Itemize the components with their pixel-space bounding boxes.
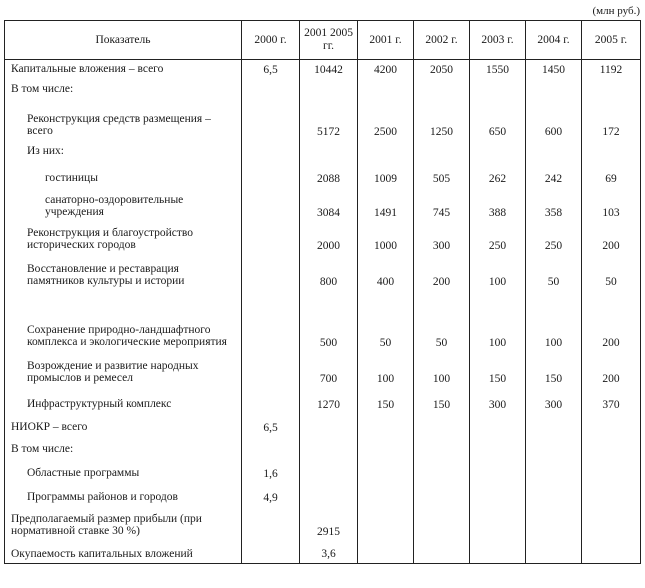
cell-value	[358, 141, 414, 161]
cell-value: 1250	[414, 99, 470, 141]
cell-value: 50	[414, 291, 470, 352]
row-label: Реконструкция и благоустройство исторических городов	[5, 222, 242, 255]
table-row	[5, 141, 641, 161]
cell-value	[582, 414, 641, 437]
cell-value	[414, 437, 470, 459]
col-header-2004: 2004 г.	[526, 21, 582, 60]
row-label: Капитальные вложения – всего	[5, 60, 242, 79]
cell-value	[526, 541, 582, 564]
cell-value: 50	[526, 255, 582, 291]
cell-value: 6,5	[242, 60, 300, 79]
cell-value: 800	[300, 255, 358, 291]
cell-value	[582, 79, 641, 99]
cell-value: 1000	[358, 222, 414, 255]
cell-value	[358, 437, 414, 459]
cell-value: 69	[582, 161, 641, 188]
row-label: Инфраструктурный комплекс	[5, 388, 242, 414]
cell-value: 50	[358, 291, 414, 352]
cell-value	[470, 459, 526, 483]
cell-value	[242, 507, 300, 541]
cell-value: 300	[526, 388, 582, 414]
cell-value	[582, 437, 641, 459]
row-label: санаторно-оздоровительные учреждения	[5, 188, 242, 222]
cell-value	[526, 79, 582, 99]
table-row	[5, 255, 641, 291]
cell-value: 500	[300, 291, 358, 352]
cell-value: 4200	[358, 60, 414, 79]
col-header-2003: 2003 г.	[470, 21, 526, 60]
cell-value	[470, 507, 526, 541]
cell-value: 100	[470, 291, 526, 352]
cell-value	[300, 483, 358, 507]
table-row	[5, 60, 641, 79]
col-header-2005: 2005 г.	[582, 21, 641, 60]
cell-value: 1491	[358, 188, 414, 222]
cell-value	[526, 483, 582, 507]
cell-value	[582, 507, 641, 541]
cell-value: 262	[470, 161, 526, 188]
col-header-2002: 2002 г.	[414, 21, 470, 60]
cell-value	[358, 79, 414, 99]
cell-value: 400	[358, 255, 414, 291]
cell-value: 200	[582, 291, 641, 352]
table-row	[5, 459, 641, 483]
table-row	[5, 188, 641, 222]
cell-value	[414, 541, 470, 564]
cell-value: 2000	[300, 222, 358, 255]
investment-table	[4, 20, 641, 564]
header-row	[5, 21, 641, 60]
cell-value	[414, 79, 470, 99]
cell-value	[470, 79, 526, 99]
row-label: Из них:	[5, 141, 242, 161]
cell-value: 300	[470, 388, 526, 414]
cell-value	[470, 141, 526, 161]
row-label: Сохранение природно-ландшафтного комплекса и экологические мероприятия	[5, 291, 242, 352]
cell-value: 300	[414, 222, 470, 255]
cell-value	[582, 459, 641, 483]
cell-value: 250	[470, 222, 526, 255]
table-row	[5, 541, 641, 564]
table-row	[5, 161, 641, 188]
row-label: Окупаемость капитальных вложений	[5, 541, 242, 564]
cell-value	[526, 437, 582, 459]
cell-value	[526, 414, 582, 437]
cell-value: 700	[300, 352, 358, 388]
row-label: В том числе:	[5, 437, 242, 459]
cell-value: 745	[414, 188, 470, 222]
cell-value	[470, 414, 526, 437]
cell-value: 358	[526, 188, 582, 222]
row-label: В том числе:	[5, 79, 242, 99]
cell-value: 150	[526, 352, 582, 388]
cell-value	[300, 459, 358, 483]
cell-value: 172	[582, 99, 641, 141]
col-header-indicator: Показатель	[5, 21, 242, 60]
cell-value	[300, 414, 358, 437]
cell-value	[414, 141, 470, 161]
table-row	[5, 222, 641, 255]
cell-value: 100	[414, 352, 470, 388]
cell-value: 4,9	[242, 483, 300, 507]
cell-value: 600	[526, 99, 582, 141]
row-label: Областные программы	[5, 459, 242, 483]
table-row	[5, 99, 641, 141]
cell-value	[582, 141, 641, 161]
cell-value: 3084	[300, 188, 358, 222]
cell-value	[526, 459, 582, 483]
cell-value: 1009	[358, 161, 414, 188]
cell-value	[470, 541, 526, 564]
cell-value: 505	[414, 161, 470, 188]
cell-value: 250	[526, 222, 582, 255]
cell-value	[242, 541, 300, 564]
cell-value: 200	[414, 255, 470, 291]
cell-value	[526, 507, 582, 541]
row-label: Программы районов и городов	[5, 483, 242, 507]
cell-value: 200	[582, 352, 641, 388]
cell-value	[414, 459, 470, 483]
cell-value	[414, 507, 470, 541]
cell-value	[242, 99, 300, 141]
cell-value	[242, 388, 300, 414]
cell-value	[242, 141, 300, 161]
cell-value	[582, 483, 641, 507]
table-row	[5, 291, 641, 352]
cell-value: 370	[582, 388, 641, 414]
cell-value: 650	[470, 99, 526, 141]
table-row	[5, 79, 641, 99]
cell-value	[242, 291, 300, 352]
cell-value: 10442	[300, 60, 358, 79]
cell-value	[414, 483, 470, 507]
table-row	[5, 388, 641, 414]
cell-value	[242, 222, 300, 255]
cell-value	[242, 79, 300, 99]
table-row	[5, 437, 641, 459]
row-label: гостиницы	[5, 161, 242, 188]
cell-value: 1,6	[242, 459, 300, 483]
cell-value: 388	[470, 188, 526, 222]
cell-value: 100	[358, 352, 414, 388]
col-header-2001: 2001 г.	[358, 21, 414, 60]
row-label: Реконструкция средств размещения – всего	[5, 99, 242, 141]
cell-value	[358, 459, 414, 483]
cell-value: 200	[582, 222, 641, 255]
cell-value: 5172	[300, 99, 358, 141]
cell-value	[300, 141, 358, 161]
cell-value: 150	[358, 388, 414, 414]
cell-value: 1270	[300, 388, 358, 414]
table-row	[5, 483, 641, 507]
cell-value	[358, 507, 414, 541]
cell-value: 150	[470, 352, 526, 388]
row-label: Восстановление и реставрация памятников культуры и истории	[5, 255, 242, 291]
table-row	[5, 414, 641, 437]
cell-value: 103	[582, 188, 641, 222]
cell-value: 50	[582, 255, 641, 291]
cell-value: 1192	[582, 60, 641, 79]
col-header-2001-2005: 2001 2005 гг.	[300, 21, 358, 60]
cell-value: 2500	[358, 99, 414, 141]
cell-value: 2915	[300, 507, 358, 541]
cell-value	[582, 541, 641, 564]
cell-value: 100	[470, 255, 526, 291]
cell-value	[242, 437, 300, 459]
cell-value	[470, 483, 526, 507]
cell-value	[358, 483, 414, 507]
table-row	[5, 507, 641, 541]
cell-value	[470, 437, 526, 459]
cell-value	[358, 541, 414, 564]
cell-value: 2088	[300, 161, 358, 188]
cell-value: 100	[526, 291, 582, 352]
cell-value	[358, 414, 414, 437]
cell-value: 1550	[470, 60, 526, 79]
cell-value: 3,6	[300, 541, 358, 564]
cell-value	[242, 352, 300, 388]
cell-value: 1450	[526, 60, 582, 79]
cell-value: 242	[526, 161, 582, 188]
cell-value: 2050	[414, 60, 470, 79]
cell-value	[300, 437, 358, 459]
row-label: Предполагаемый размер прибыли (при нормативной ставке 30 %)	[5, 507, 242, 541]
cell-value	[414, 414, 470, 437]
row-label: НИОКР – всего	[5, 414, 242, 437]
cell-value	[300, 79, 358, 99]
cell-value	[242, 161, 300, 188]
cell-value	[242, 188, 300, 222]
cell-value: 150	[414, 388, 470, 414]
cell-value: 6,5	[242, 414, 300, 437]
col-header-2000: 2000 г.	[242, 21, 300, 60]
row-label: Возрождение и развитие народных промыслов и ремесел	[5, 352, 242, 388]
cell-value	[526, 141, 582, 161]
unit-label: (млн руб.)	[592, 5, 640, 17]
cell-value	[242, 255, 300, 291]
table-row	[5, 352, 641, 388]
